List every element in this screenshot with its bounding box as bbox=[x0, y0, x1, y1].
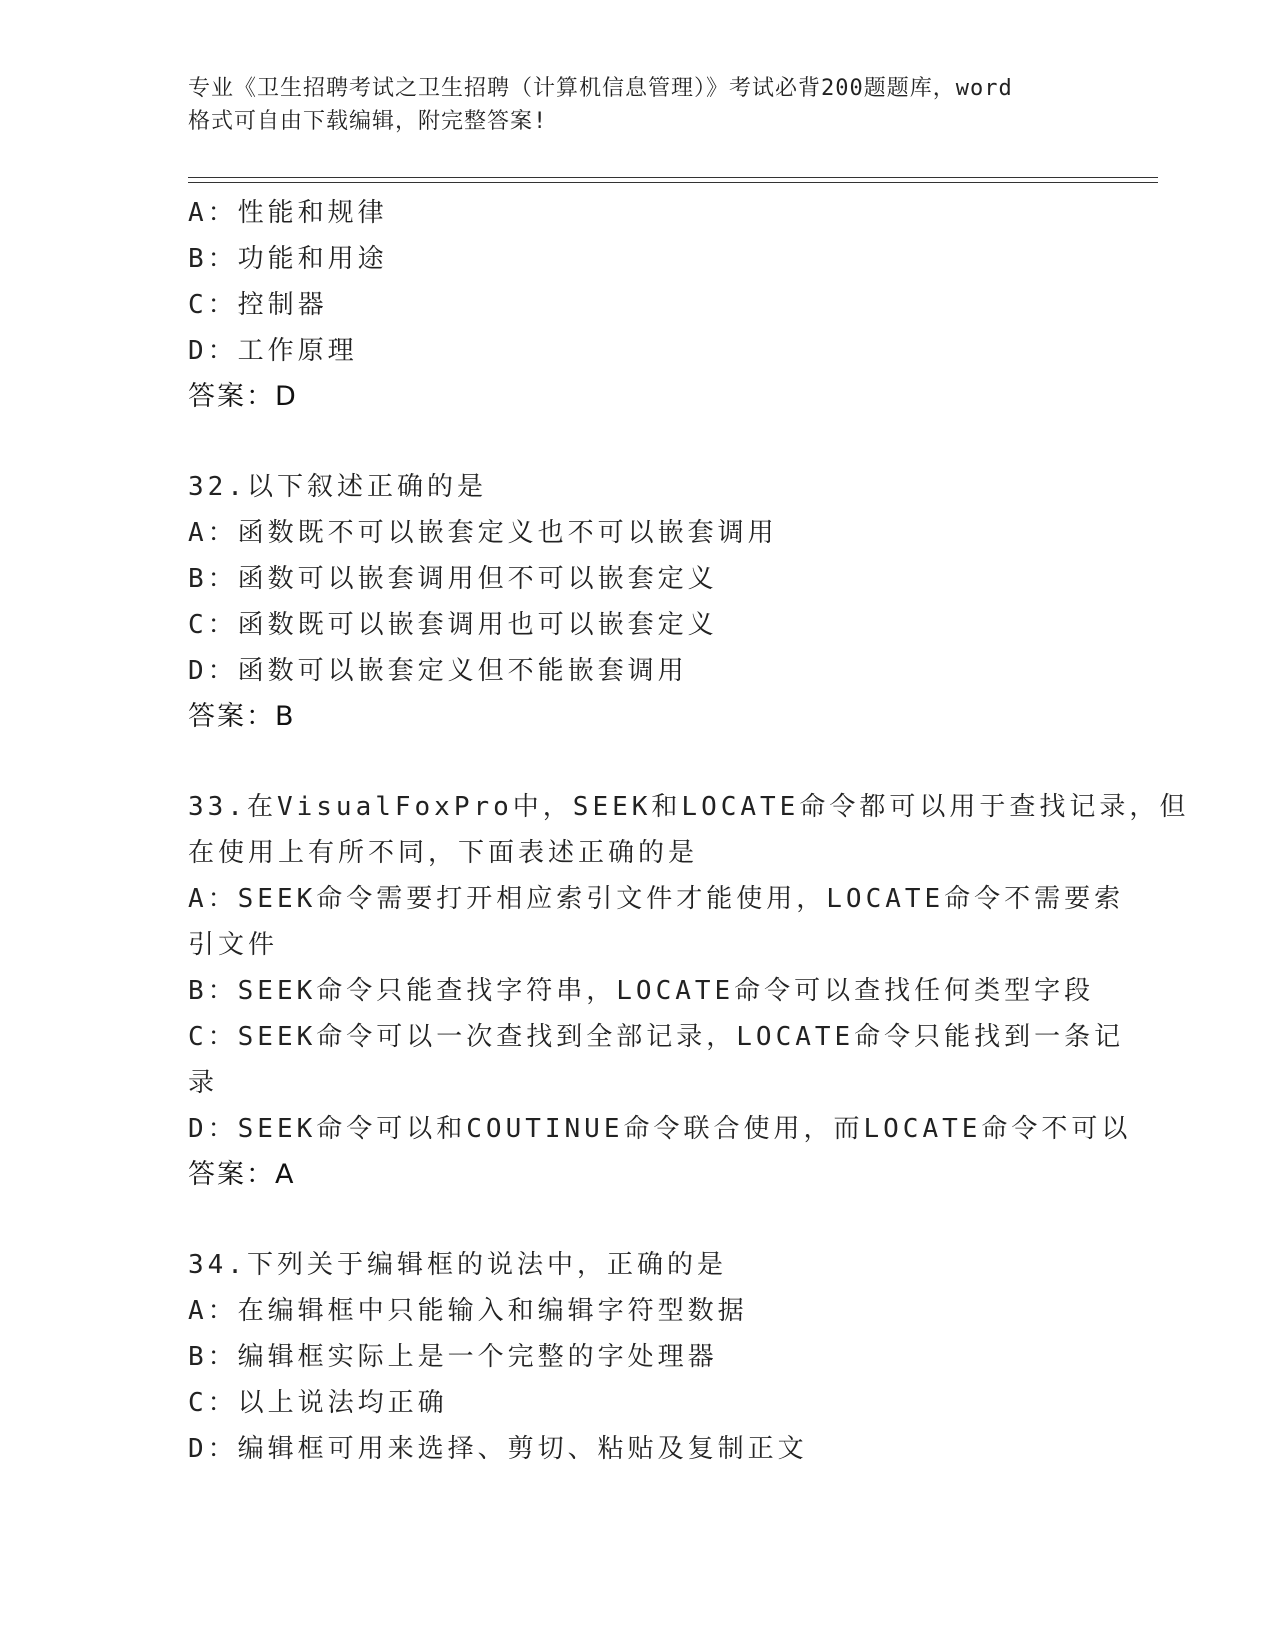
option-a: A：性能和规律 bbox=[188, 198, 388, 228]
option-b: B：SEEK命令只能查找字符串，LOCATE命令可以查找任何类型字段 bbox=[188, 976, 1095, 1006]
question-33-block bbox=[188, 784, 1190, 1198]
option-a: A：在编辑框中只能输入和编辑字符型数据 bbox=[188, 1296, 748, 1326]
question-text: 34.下列关于编辑框的说法中，正确的是 bbox=[188, 1250, 727, 1280]
question-34-block bbox=[188, 1242, 1088, 1472]
question-31-block bbox=[188, 190, 1088, 420]
spacer bbox=[188, 740, 1088, 784]
answer-line: 答案：B bbox=[188, 701, 296, 732]
header-rule-top bbox=[188, 177, 1158, 178]
option-b: B：功能和用途 bbox=[188, 244, 388, 274]
spacer bbox=[188, 420, 1088, 464]
option-d: D：工作原理 bbox=[188, 336, 358, 366]
answer-line: 答案：A bbox=[188, 1159, 296, 1190]
answer-line: 答案：D bbox=[188, 381, 298, 412]
document-header bbox=[188, 72, 1088, 138]
option-b: B：编辑框实际上是一个完整的字处理器 bbox=[188, 1342, 718, 1372]
option-c-line-1: C：SEEK命令可以一次查找到全部记录，LOCATE命令只能找到一条记 bbox=[188, 1022, 1125, 1052]
option-c-line-2: 录 bbox=[188, 1068, 219, 1098]
header-rule-bottom bbox=[188, 182, 1158, 183]
question-text: 32.以下叙述正确的是 bbox=[188, 472, 487, 502]
option-a-line-2: 引文件 bbox=[188, 930, 279, 960]
option-a: A：函数既不可以嵌套定义也不可以嵌套调用 bbox=[188, 518, 778, 548]
option-a-line-1: A：SEEK命令需要打开相应索引文件才能使用，LOCATE命令不需要索 bbox=[188, 884, 1125, 914]
option-c: C：以上说法均正确 bbox=[188, 1388, 448, 1418]
option-c: C：控制器 bbox=[188, 290, 328, 320]
option-d: D：函数可以嵌套定义但不能嵌套调用 bbox=[188, 656, 688, 686]
option-d: D：编辑框可用来选择、剪切、粘贴及复制正文 bbox=[188, 1434, 808, 1464]
question-32-block bbox=[188, 464, 1088, 740]
question-text-line-1: 33.在VisualFoxPro中，SEEK和LOCATE命令都可以用于查找记录，但 bbox=[188, 792, 1190, 822]
question-text-line-2: 在使用上有所不同，下面表述正确的是 bbox=[188, 838, 699, 868]
header-line-1: 专业《卫生招聘考试之卫生招聘（计算机信息管理）》考试必背200题题库，word bbox=[188, 76, 1013, 101]
spacer bbox=[188, 1198, 1088, 1242]
option-b: B：函数可以嵌套调用但不可以嵌套定义 bbox=[188, 564, 718, 594]
option-d: D：SEEK命令可以和COUTINUE命令联合使用，而LOCATE命令不可以 bbox=[188, 1114, 1132, 1144]
document-body bbox=[188, 190, 1190, 1472]
option-c: C：函数既可以嵌套调用也可以嵌套定义 bbox=[188, 610, 718, 640]
header-line-2: 格式可自由下载编辑，附完整答案! bbox=[188, 109, 548, 134]
